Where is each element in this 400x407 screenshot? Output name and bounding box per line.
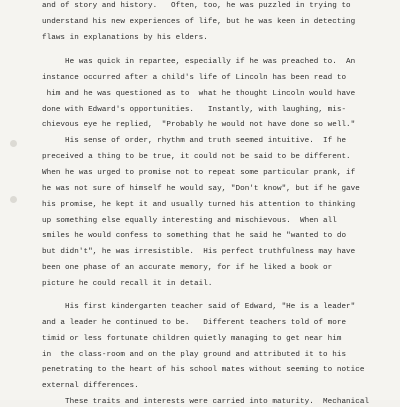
text-line: and a leader he continued to be. Different teachers told of more (42, 319, 347, 327)
text-line: picture he could recall it in detail. (42, 280, 213, 288)
text-line: been one phase of an accurate memory, for if he liked a book or (42, 264, 333, 272)
text-line: instance occurred after a child's life of Lincoln has been read to (42, 74, 347, 82)
text-line: done with Edward's opportunities. Instantly, with laughing, mis- (42, 106, 347, 114)
text-line: chievous eye he replied, "Probably he would not have done so well." (42, 121, 356, 129)
punch-hole-mark (10, 140, 17, 147)
text-line: His sense of order, rhythm and truth seemed intuitive. If he (42, 137, 347, 145)
text-line: His first kindergarten teacher said of Edward, "He is a leader" (42, 303, 356, 311)
text-line: preceived a thing to be true, it could not be said to be different. (42, 153, 351, 161)
punch-hole-mark (10, 196, 17, 203)
text-line: but didn't", he was irresistible. His perfect truthfulness may have (42, 248, 356, 256)
text-line: in the class-room and on the play ground and attributed it to his (42, 351, 347, 359)
text-line: external differences. (42, 382, 139, 390)
text-line: him and he was questioned as to what he thought Lincoln would have (42, 90, 356, 98)
text-line: his promise, he kept it and usually turned his attention to thinking (42, 201, 356, 209)
text-line: understand his new experiences of life, but he was keen in detecting (42, 18, 356, 26)
text-line: He was quick in repartee, especially if he was preached to. An (42, 58, 356, 66)
text-line: When he was urged to promise not to repeat some particular prank, if (42, 169, 356, 177)
text-line: penetrating to the heart of his school mates without seeming to notice (42, 366, 365, 374)
text-line: timid or less fortunate children quietly managing to get near him (42, 335, 342, 343)
text-line: up something else equally interesting and mischievous. When all (42, 217, 337, 225)
text-line: flaws in explanations by his elders. (42, 34, 208, 42)
text-line: smiles he would confess to something that he said he "wanted to do (42, 232, 347, 240)
text-line: These traits and interests were carried into maturity. Mechanical (42, 398, 370, 406)
text-line: he was not sure of himself he would say, "Don't know", but if he gave (42, 185, 360, 193)
text-line: and of story and history. Often, too, he was puzzled in trying to (42, 2, 351, 10)
